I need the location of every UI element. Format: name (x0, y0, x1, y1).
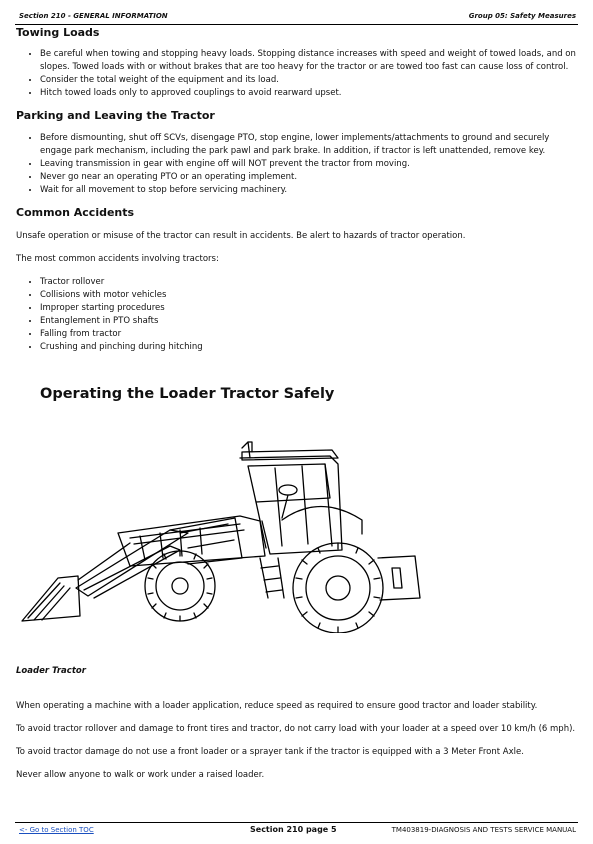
list-item: • Wait for all movement to stop before servicing machinery. (40, 184, 581, 197)
group-title: Group 05: Safety Measures (468, 12, 576, 20)
manual-title: TM403819-DIAGNOSIS AND TESTS SERVICE MANUAL (391, 826, 576, 834)
accidents-list (16, 276, 581, 354)
paragraph: To avoid tractor damage do not use a front loader or a sprayer tank if the tractor is equipped with a 3 Meter Front Axle. (16, 747, 524, 757)
list-item: • Tractor rollover (40, 276, 581, 289)
towing-list (16, 48, 581, 100)
section-toc-link[interactable]: <- Go to Section TOC (19, 826, 94, 834)
list-item: • Consider the total weight of the equipment and its load. (40, 74, 581, 87)
list-item: • Entanglement in PTO shafts (40, 315, 581, 328)
main-content (16, 26, 581, 354)
list-item: • Be careful when towing and stopping heavy loads. Stopping distance increases with speed and weight of towed loads, and on slopes. Towed loads with or without brakes that are too heavy for the tractor or are towed too fast can cause loss of control. (40, 48, 581, 74)
section-title: Section 210 - GENERAL INFORMATION (19, 12, 168, 20)
accidents-heading: Common Accidents (16, 206, 135, 219)
towing-heading: Towing Loads (16, 26, 100, 39)
page-header (15, 10, 578, 25)
list-item: • Crushing and pinching during hitching (40, 341, 581, 354)
loader-tractor-illustration (20, 438, 430, 633)
list-item: • Leaving transmission in gear with engine off will NOT prevent the tractor from moving. (40, 158, 581, 171)
parking-list (16, 132, 581, 197)
page-footer (15, 822, 578, 837)
parking-heading: Parking and Leaving the Tractor (16, 109, 215, 122)
page-number: Section 210 page 5 (250, 825, 337, 834)
accidents-intro: Unsafe operation or misuse of the tractor can result in accidents. Be alert to hazards of tractor operation. (16, 231, 466, 241)
loader-heading: Operating the Loader Tractor Safely (40, 386, 335, 402)
paragraph: To avoid tractor rollover and damage to front tires and tractor, do not carry load with your loader at a speed over 10 km/h (6 mph). (16, 724, 576, 734)
accidents-lead: The most common accidents involving tractors: (16, 254, 219, 264)
paragraph: When operating a machine with a loader application, reduce speed as required to ensure good tractor and loader stability. (16, 701, 538, 711)
list-item: • Improper starting procedures (40, 302, 581, 315)
paragraph: Never allow anyone to walk or work under a raised loader. (16, 770, 265, 780)
list-item: • Falling from tractor (40, 328, 581, 341)
figure-caption: Loader Tractor (16, 666, 86, 676)
list-item: • Never go near an operating PTO or an operating implement. (40, 171, 581, 184)
list-item: • Before dismounting, shut off SCVs, disengage PTO, stop engine, lower implements/attachments to ground and securely engage park mechanism, including the park pawl and park brake. In addition, if tractor is left unattended, remove key. (40, 132, 581, 158)
loader-paragraphs (16, 700, 581, 782)
list-item: • Collisions with motor vehicles (40, 289, 581, 302)
list-item: • Hitch towed loads only to approved couplings to avoid rearward upset. (40, 87, 581, 100)
